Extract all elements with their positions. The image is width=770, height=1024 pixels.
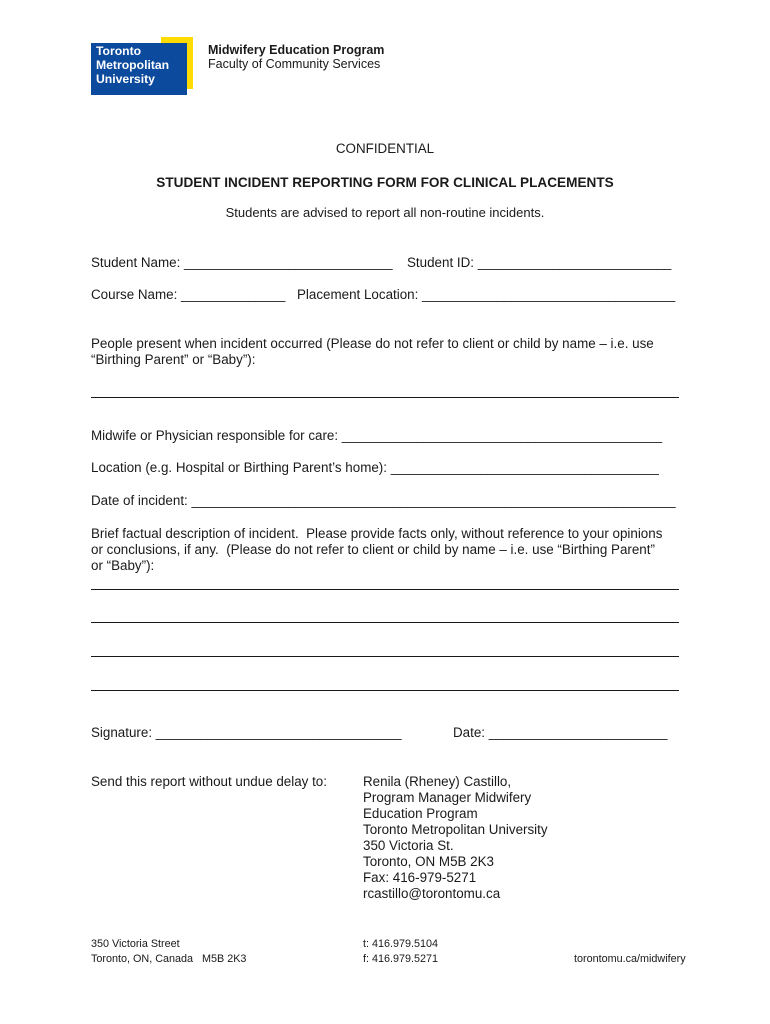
recipient-address xyxy=(363,774,548,902)
logo-line: Toronto xyxy=(96,44,142,58)
description-line[interactable] xyxy=(91,690,679,691)
footer-phone: t: 416.979.5104 xyxy=(363,938,439,950)
description-line[interactable] xyxy=(91,656,679,657)
recipient-line: Program Manager Midwifery xyxy=(363,790,532,805)
recipient-line: Renila (Rheney) Castillo, xyxy=(363,774,512,789)
date-field[interactable]: Date: ________________________ xyxy=(453,725,668,740)
recipient-line: 350 Victoria St. xyxy=(363,838,454,853)
send-to-label: Send this report without undue delay to: xyxy=(91,774,327,789)
placement-location-field[interactable]: Placement Location: __________________________________ xyxy=(297,287,676,302)
people-present-line[interactable] xyxy=(91,397,679,398)
confidential-label: CONFIDENTIAL xyxy=(335,141,435,156)
description-label-cont: or conclusions, if any. (Please do not refer to client or child by name – i.e. use “Birthing Parent” xyxy=(91,542,655,557)
footer-address-line: 350 Victoria Street xyxy=(91,938,180,950)
student-name-field[interactable]: Student Name: ____________________________ xyxy=(91,255,393,270)
recipient-email[interactable]: rcastillo@torontomu.ca xyxy=(363,886,501,901)
faculty-name: Faculty of Community Services xyxy=(208,57,381,71)
location-field[interactable]: Location (e.g. Hospital or Birthing Parent’s home): ____________________________________ xyxy=(91,460,659,475)
people-present-label: People present when incident occurred (Please do not refer to client or child by name – i.e. use xyxy=(91,336,654,351)
recipient-line: Toronto Metropolitan University xyxy=(363,822,548,837)
footer-address-line: Toronto, ON, Canada M5B 2K3 xyxy=(91,953,247,965)
footer-fax: f: 416.979.5271 xyxy=(363,953,439,965)
student-id-field[interactable]: Student ID: __________________________ xyxy=(407,255,672,270)
course-name-field[interactable]: Course Name: ______________ xyxy=(91,287,286,302)
description-line[interactable] xyxy=(91,622,679,623)
people-present-label-cont: “Birthing Parent” or “Baby”): xyxy=(91,352,256,367)
midwife-field[interactable]: Midwife or Physician responsible for care: ___________________________________________ xyxy=(91,428,663,443)
recipient-line: Toronto, ON M5B 2K3 xyxy=(363,854,494,869)
description-label: Brief factual description of incident. Please provide facts only, without reference to your opinions xyxy=(91,526,663,541)
footer-website-link[interactable]: torontomu.ca/midwifery xyxy=(574,953,686,965)
advisory-text: Students are advised to report all non-routine incidents. xyxy=(225,205,545,220)
recipient-line: Education Program xyxy=(363,806,478,821)
form-title: STUDENT INCIDENT REPORTING FORM FOR CLINICAL PLACEMENTS xyxy=(156,175,614,190)
logo-line: University xyxy=(96,71,155,86)
program-name: Midwifery Education Program xyxy=(208,43,385,57)
signature-field[interactable]: Signature: _________________________________ xyxy=(91,725,402,740)
description-label-end: or “Baby”): xyxy=(91,558,155,573)
description-line[interactable] xyxy=(91,589,679,590)
logo-wordmark xyxy=(96,45,169,86)
date-of-incident-field[interactable]: Date of incident: _________________________________________________________________ xyxy=(91,493,676,508)
recipient-line: Fax: 416-979-5271 xyxy=(363,870,477,885)
logo-line: Metropolitan xyxy=(96,57,170,72)
